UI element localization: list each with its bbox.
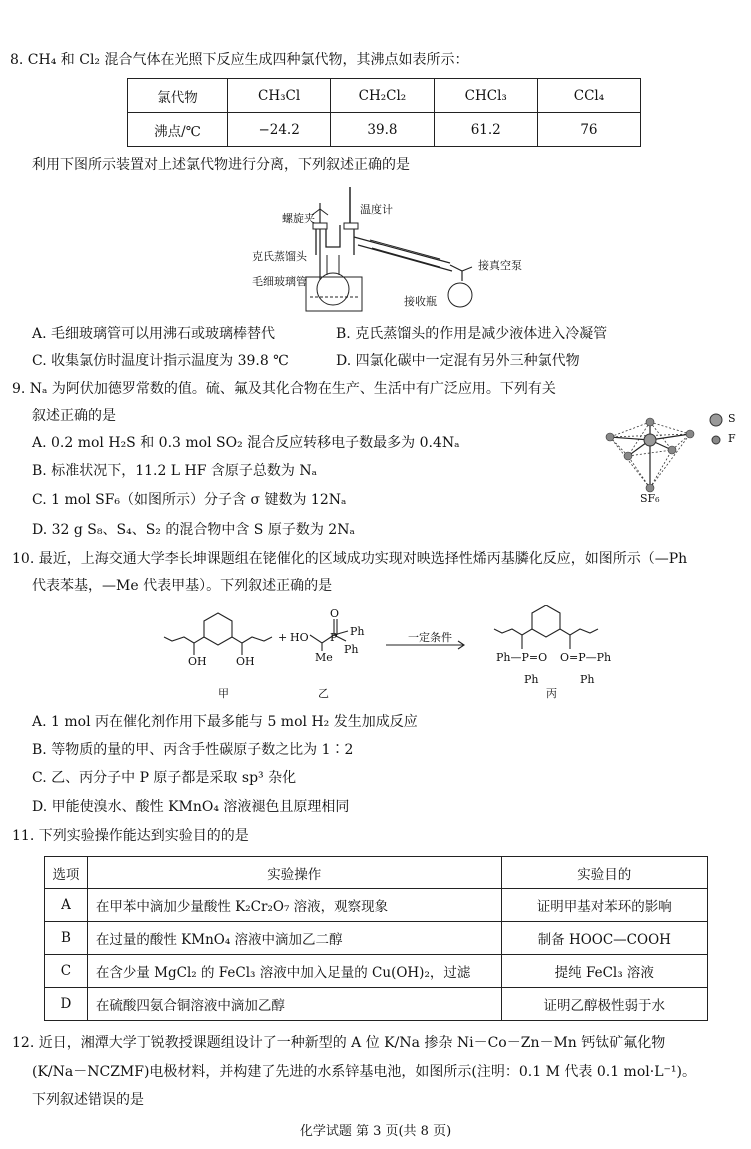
yi-me: Me: [315, 651, 333, 664]
jia-oh2: OH: [236, 655, 255, 668]
q8-row-cell: 沸点/℃: [128, 113, 228, 147]
q11-header-cell: 实验操作: [87, 857, 501, 889]
q8-row-cell: 61.2: [434, 113, 537, 147]
prod-ph-left: Ph: [524, 673, 539, 686]
q12-line3: 下列叙述错误的是: [32, 1092, 144, 1108]
q8-header-cell: CHCl₃: [434, 79, 537, 113]
prod-ph-right: Ph: [580, 673, 595, 686]
label-jia: 甲: [218, 687, 229, 700]
q11-operation-cell: 在过量的酸性 KMnO₄ 溶液中滴加乙二醇: [87, 922, 501, 955]
label-yi: 乙: [318, 687, 329, 700]
q12-line1: 12. 近日，湘潭大学丁锐教授课题组设计了一种新型的 A 位 K/Na 掺杂 Ni－Co－Zn－Mn 钙钛矿氟化物: [12, 1035, 666, 1051]
q11-purpose-cell: 证明乙醇极性弱于水: [501, 988, 707, 1021]
q9-stem-line1: 9. Nₐ 为阿伏加德罗常数的值。硫、氟及其化合物在生产、生活中有广泛应用。下列有关: [12, 381, 556, 397]
q11-operation-cell: 在硫酸四氨合铜溶液中滴加乙醇: [87, 988, 501, 1021]
q11-option-cell: C: [45, 955, 88, 988]
q11-purpose-cell: 证明甲基对苯环的影响: [501, 889, 707, 922]
q8-prompt: 利用下图所示装置对上述氯代物进行分离，下列叙述正确的是: [32, 157, 410, 173]
sf6-molecule-figure: [600, 412, 750, 512]
q11-option-cell: A: [45, 889, 88, 922]
clip-label: 螺旋夹: [282, 212, 315, 225]
q11-option-cell: B: [45, 922, 88, 955]
q8-option-b: B. 克氏蒸馏头的作用是减少液体进入冷凝管: [336, 326, 608, 342]
q8-boiling-table: [127, 78, 641, 147]
q8-option-c: C. 收集氯仿时温度计指示温度为 39.8 ℃: [32, 353, 289, 369]
yi-o: O: [330, 607, 340, 620]
q11-purpose-cell: 制备 HOOC—COOH: [501, 922, 707, 955]
q8-option-a: A. 毛细玻璃管可以用沸石或玻璃棒替代: [32, 326, 276, 342]
legend-s-label: S: [728, 412, 736, 425]
receiver-label: 接收瓶: [404, 295, 437, 308]
q10-option-b: B. 等物质的量的甲、丙含手性碳原子数之比为 1∶2: [32, 742, 354, 758]
q11-stem: 11. 下列实验操作能达到实验目的的是: [12, 828, 249, 844]
q11-header-cell: 实验目的: [501, 857, 707, 889]
q9-option-c: C. 1 mol SF₆（如图所示）分子含 σ 键数为 12Nₐ: [32, 492, 347, 508]
yi-ph1: Ph: [350, 625, 365, 638]
yi-ho: HO: [290, 631, 309, 644]
q12-line2: (K/Na－NCZMF)电极材料，并构建了先进的水系锌基电池，如图所示(注明：0.1 M 代表 0.1 mol·L⁻¹)。: [32, 1064, 696, 1080]
q10-option-d: D. 甲能使溴水、酸性 KMnO₄ 溶液褪色且原理相同: [32, 799, 350, 815]
q11-purpose-cell: 提纯 FeCl₃ 溶液: [501, 955, 707, 988]
capillary-label: 毛细玻璃管: [252, 275, 307, 288]
q8-header-cell: CH₃Cl: [228, 79, 331, 113]
q9-option-d: D. 32 g S₈、S₄、S₂ 的混合物中含 S 原子数为 2Nₐ: [32, 522, 355, 538]
q11-table: [44, 856, 708, 1021]
plus-sign: +: [278, 631, 288, 644]
yi-ph2: Ph: [344, 643, 359, 656]
yi-p: P: [330, 631, 338, 644]
q10-reaction-scheme: [150, 605, 630, 700]
q11-option-cell: D: [45, 988, 88, 1021]
q8-row-cell: −24.2: [228, 113, 331, 147]
prod-left: Ph—P=O: [496, 651, 548, 664]
q8-row-cell: 39.8: [331, 113, 434, 147]
prod-right: O=P—Ph: [560, 651, 612, 664]
q10-option-a: A. 1 mol 丙在催化剂作用下最多能与 5 mol H₂ 发生加成反应: [32, 714, 418, 730]
q11-operation-cell: 在甲苯中滴加少量酸性 K₂Cr₂O₇ 溶液，观察现象: [87, 889, 501, 922]
q9-option-a: A. 0.2 mol H₂S 和 0.3 mol SO₂ 混合反应转移电子数最多为 0.4Nₐ: [32, 435, 460, 451]
claisen-label: 克氏蒸馏头: [252, 250, 307, 263]
q8-row-cell: 76: [537, 113, 640, 147]
q9-stem-line2: 叙述正确的是: [32, 408, 116, 424]
q10-stem-line2: 代表苯基，—Me 代表甲基）。下列叙述正确的是: [32, 578, 333, 594]
thermometer-label: 温度计: [360, 203, 393, 216]
distillation-apparatus-figure: [240, 185, 540, 320]
page-footer: 化学试题 第 3 页(共 8 页): [299, 1124, 452, 1139]
reaction-condition: 一定条件: [408, 631, 452, 644]
label-bing: 丙: [546, 687, 557, 700]
legend-f-label: F: [728, 432, 736, 445]
q8-option-d: D. 四氯化碳中一定混有另外三种氯代物: [336, 353, 580, 369]
q8-header-cell: CCl₄: [537, 79, 640, 113]
q11-operation-cell: 在含少量 MgCl₂ 的 FeCl₃ 溶液中加入足量的 Cu(OH)₂，过滤: [87, 955, 501, 988]
q10-stem-line1: 10. 最近，上海交通大学李长坤课题组在铑催化的区域成功实现对映选择性烯丙基膦化反应，如图所示（—Ph: [12, 551, 688, 567]
q8-header-cell: 氯代物: [128, 79, 228, 113]
q9-option-b: B. 标准状况下，11.2 L HF 含原子总数为 Nₐ: [32, 463, 318, 479]
vacuum-label: 接真空泵: [478, 259, 522, 272]
q8-header-cell: CH₂Cl₂: [331, 79, 434, 113]
q8-stem: 8. CH₄ 和 Cl₂ 混合气体在光照下反应生成四种氯代物，其沸点如表所示：: [10, 52, 469, 68]
jia-oh1: OH: [188, 655, 207, 668]
q11-header-cell: 选项: [45, 857, 88, 889]
sf6-label: SF₆: [640, 492, 660, 505]
q10-option-c: C. 乙、丙分子中 P 原子都是采取 sp³ 杂化: [32, 770, 297, 786]
